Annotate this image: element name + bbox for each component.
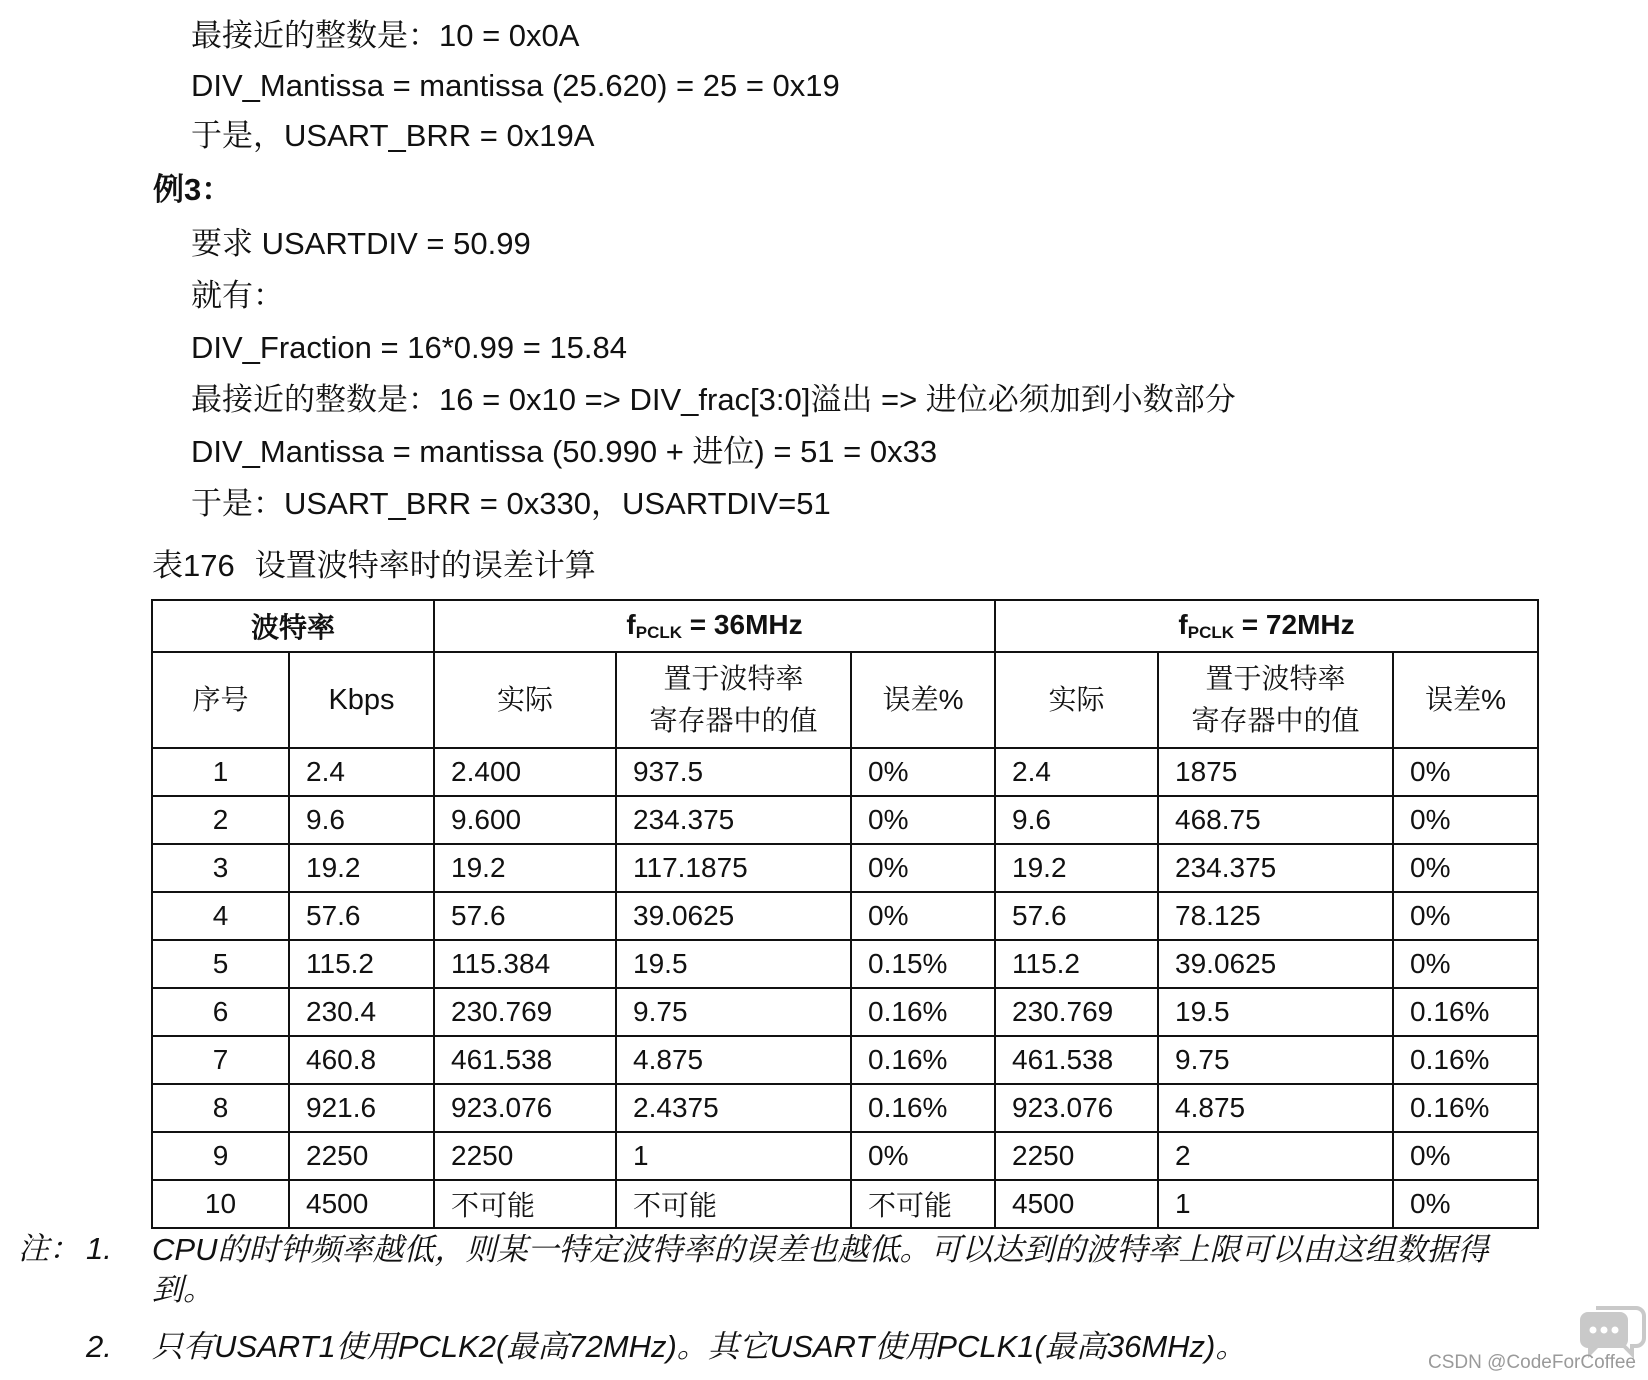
table-cell: 0% [851,748,995,796]
table-subheader-row [152,652,1538,748]
table-cell: 9.600 [434,796,616,844]
table-cell: 2.4 [289,748,434,796]
subheader-actual: 实际 [434,652,616,748]
table-cell: 115.2 [995,940,1158,988]
table-cell: 9.6 [995,796,1158,844]
table-cell: 0.16% [1393,1036,1538,1084]
table-row [152,1180,1538,1228]
table-cell: 9 [152,1132,289,1180]
table-cell: 3 [152,844,289,892]
table-cell: 不可能 [616,1180,851,1228]
text-line: 最接近的整数是：10 = 0x0A [191,18,580,53]
table-cell: 39.0625 [1158,940,1393,988]
table-caption-title: 设置波特率时的误差计算 [254,548,596,583]
text-line: 就有： [191,278,284,313]
table-cell: 0% [1393,796,1538,844]
table-cell: 0.16% [851,988,995,1036]
table-cell: 4500 [289,1180,434,1228]
note-number: 1. [86,1231,112,1266]
table-cell: 234.375 [1158,844,1393,892]
table-cell: 4.875 [1158,1084,1393,1132]
table-cell: 0.16% [851,1084,995,1132]
table-cell: 937.5 [616,748,851,796]
table-cell: 19.5 [616,940,851,988]
table-row [152,892,1538,940]
text-line: 最接近的整数是：16 = 0x10 => DIV_frac[3:0]溢出 => 进位必须加到小数部分 [191,382,1236,417]
table-row [152,940,1538,988]
table-cell: 19.2 [434,844,616,892]
table-cell: 9.75 [616,988,851,1036]
table-cell: 39.0625 [616,892,851,940]
table-cell: 230.769 [434,988,616,1036]
table-cell: 0% [1393,1132,1538,1180]
table-row [152,844,1538,892]
subheader-seq: 序号 [152,652,289,748]
note-text: 只有USART1使用PCLK2(最高72MHz)。其它USART使用PCLK1(最高36MHz)。 [152,1329,1247,1364]
table-cell: 115.384 [434,940,616,988]
table-cell: 468.75 [1158,796,1393,844]
table-cell: 2250 [995,1132,1158,1180]
table-cell: 923.076 [995,1084,1158,1132]
table-cell: 19.5 [1158,988,1393,1036]
table-cell: 19.2 [289,844,434,892]
table-cell: 0% [851,1132,995,1180]
table-cell: 4500 [995,1180,1158,1228]
table-header-row [152,600,1538,652]
text-line: 于是，USART_BRR = 0x19A [191,118,595,153]
table-cell: 0% [1393,844,1538,892]
table-cell: 0.16% [1393,1084,1538,1132]
table-cell: 0% [851,844,995,892]
table-cell: 0.16% [851,1036,995,1084]
table-cell: 117.1875 [616,844,851,892]
table-row [152,796,1538,844]
table-cell: 4.875 [616,1036,851,1084]
table-caption-number: 表176 [152,548,235,583]
note-number: 2. [86,1329,112,1364]
table-cell: 2250 [289,1132,434,1180]
table-body [152,748,1538,1228]
table-cell: 0% [1393,940,1538,988]
table-cell: 不可能 [851,1180,995,1228]
table-cell: 9.75 [1158,1036,1393,1084]
table-row [152,988,1538,1036]
text-line: DIV_Mantissa = mantissa (25.620) = 25 = 0x19 [191,68,840,103]
table-cell: 0% [1393,748,1538,796]
table-cell: 2 [152,796,289,844]
subheader-register-value: 置于波特率 寄存器中的值 [616,652,851,748]
table-cell: 57.6 [289,892,434,940]
table-cell: 115.2 [289,940,434,988]
table-cell: 461.538 [434,1036,616,1084]
table-cell: 2.4375 [616,1084,851,1132]
subheader-actual: 实际 [995,652,1158,748]
table-cell: 8 [152,1084,289,1132]
header-36mhz: $f_{PCLK} = 36MHz$ [434,600,995,652]
table-cell: 0% [1393,1180,1538,1228]
table-row [152,1036,1538,1084]
table-cell: 234.375 [616,796,851,844]
table-cell: 230.4 [289,988,434,1036]
table-cell: 10 [152,1180,289,1228]
subheader-error: 误差% [851,652,995,748]
table-cell: 0.16% [1393,988,1538,1036]
subheader-kbps: Kbps [289,652,434,748]
table-cell: 4 [152,892,289,940]
table-caption [152,548,596,584]
table-cell: 1 [1158,1180,1393,1228]
table-cell: 57.6 [995,892,1158,940]
example-heading: 例3： [153,172,233,207]
header-baud: 波特率 [152,600,434,652]
watermark: CSDN @CodeForCoffee [1428,1352,1636,1373]
table-cell: 461.538 [995,1036,1158,1084]
table-cell: 7 [152,1036,289,1084]
text-line: 要求 USARTDIV = 50.99 [191,226,531,261]
table-cell: 不可能 [434,1180,616,1228]
table-cell: 923.076 [434,1084,616,1132]
table-cell: 0% [851,796,995,844]
text-line: DIV_Mantissa = mantissa (50.990 + 进位) = 51 = 0x33 [191,434,938,469]
text-line: DIV_Fraction = 16*0.99 = 15.84 [191,330,628,365]
table-cell: 1875 [1158,748,1393,796]
table-cell: 5 [152,940,289,988]
table-cell: 9.6 [289,796,434,844]
table-cell: 0% [851,892,995,940]
table-cell: 0% [1393,892,1538,940]
table-cell: 921.6 [289,1084,434,1132]
table-cell: 2.4 [995,748,1158,796]
table-cell: 6 [152,988,289,1036]
table-cell: 19.2 [995,844,1158,892]
table-cell: 230.769 [995,988,1158,1036]
table-cell: 1 [616,1132,851,1180]
subheader-error: 误差% [1393,652,1538,748]
table-row [152,1132,1538,1180]
table-cell: 57.6 [434,892,616,940]
table-cell: 2 [1158,1132,1393,1180]
table-cell: 0.15% [851,940,995,988]
table-cell: 1 [152,748,289,796]
baud-error-table [151,599,1539,1229]
note-label: 注： [18,1231,80,1266]
subheader-register-value: 置于波特率 寄存器中的值 [1158,652,1393,748]
table-row [152,1084,1538,1132]
table-cell: 78.125 [1158,892,1393,940]
header-72mhz: $f_{PCLK} = 72MHz$ [995,600,1538,652]
note-text: CPU的时钟频率越低，则某一特定波特率的误差也越低。可以达到的波特率上限可以由这组数据得到。 [152,1232,1489,1307]
table-cell: 2.400 [434,748,616,796]
text-line: 于是：USART_BRR = 0x330，USARTDIV=51 [191,486,831,521]
table-cell: 460.8 [289,1036,434,1084]
table-row [152,748,1538,796]
table-cell: 2250 [434,1132,616,1180]
